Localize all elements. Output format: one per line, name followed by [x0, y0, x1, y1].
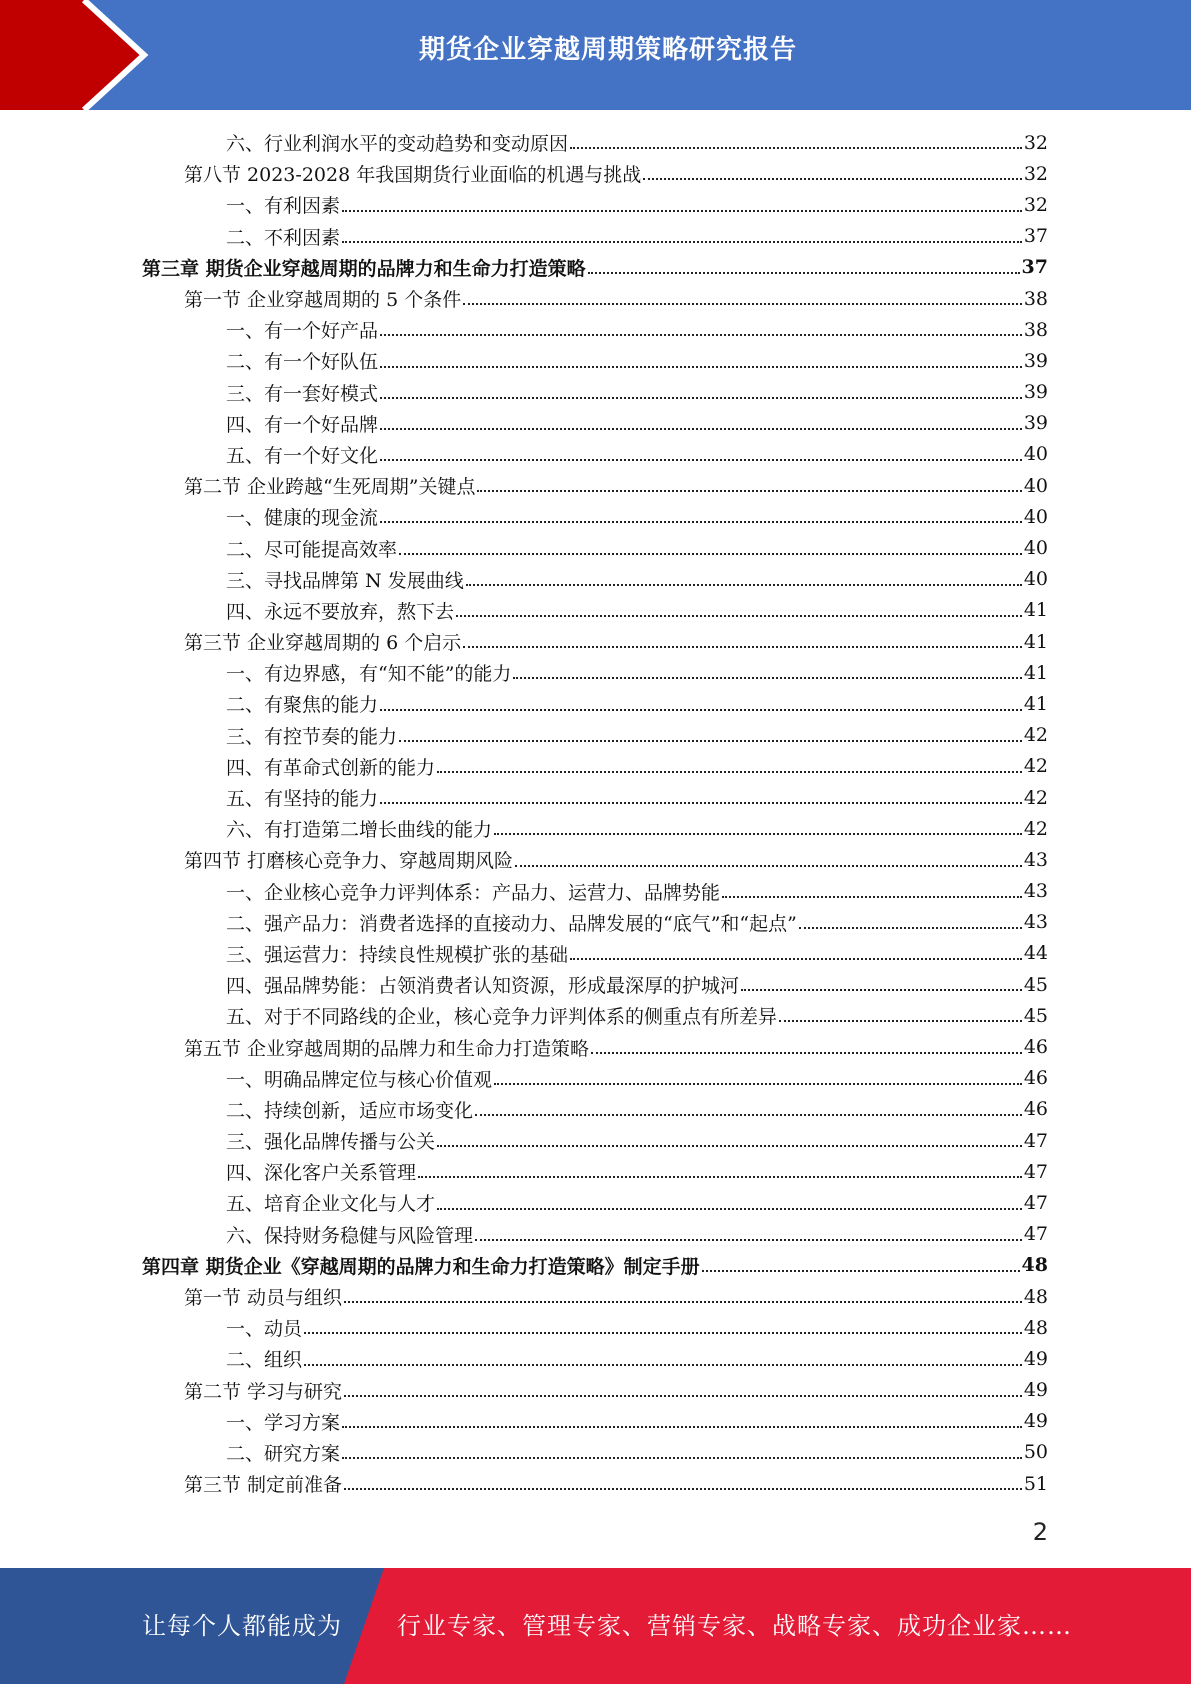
- toc-dot-leader: [463, 645, 1022, 648]
- toc-dot-leader: [380, 365, 1022, 368]
- toc-entry-page: 40: [1023, 568, 1048, 591]
- toc-dot-leader: [437, 1207, 1022, 1210]
- toc-entry-page: 42: [1023, 817, 1048, 840]
- toc-entry[interactable]: [0, 158, 1191, 189]
- toc-dot-leader: [494, 1082, 1022, 1085]
- toc-dot-leader: [463, 302, 1022, 305]
- toc-entry-title: 二、有一个好队伍: [226, 351, 379, 374]
- toc-dot-leader: [475, 1113, 1022, 1116]
- toc-entry[interactable]: [0, 813, 1191, 844]
- toc-entry-page: 43: [1023, 880, 1048, 903]
- toc-dot-leader: [380, 396, 1022, 399]
- toc-entry[interactable]: [0, 439, 1191, 470]
- toc-dot-leader: [380, 333, 1022, 336]
- toc-entry[interactable]: [0, 1468, 1191, 1499]
- toc-entry-title: 二、尽可能提高效率: [226, 538, 398, 561]
- toc-entry-page: 32: [1023, 162, 1048, 185]
- toc-entry-page: 42: [1023, 724, 1048, 747]
- toc-entry-title: 二、研究方案: [226, 1442, 341, 1465]
- toc-entry[interactable]: [0, 751, 1191, 782]
- toc-entry-page: 45: [1023, 973, 1048, 996]
- page-header: [0, 0, 1191, 110]
- toc-dot-leader: [380, 458, 1022, 461]
- toc-dot-leader: [456, 614, 1022, 617]
- toc-entry[interactable]: [0, 221, 1191, 252]
- toc-entry-page: 45: [1023, 1004, 1048, 1027]
- toc-entry-page: 40: [1023, 474, 1048, 497]
- toc-entry-page: 46: [1023, 1098, 1048, 1121]
- toc-entry-page: 39: [1023, 412, 1048, 435]
- toc-entry-page: 43: [1023, 848, 1048, 871]
- toc-entry[interactable]: [0, 938, 1191, 969]
- toc-dot-leader: [643, 177, 1022, 180]
- toc-entry-title: 二、不利因素: [226, 226, 341, 249]
- toc-entry[interactable]: [0, 283, 1191, 314]
- toc-entry[interactable]: [0, 969, 1191, 1000]
- toc-dot-leader: [380, 801, 1022, 804]
- toc-entry-title: 一、有边界感，有“知不能”的能力: [226, 663, 512, 686]
- toc-dot-leader: [494, 832, 1022, 835]
- toc-entry-page: 51: [1023, 1472, 1048, 1495]
- toc-entry-page: 50: [1023, 1441, 1048, 1464]
- toc-entry[interactable]: [0, 564, 1191, 595]
- toc-entry[interactable]: [0, 377, 1191, 408]
- toc-entry-page: 38: [1023, 318, 1048, 341]
- toc-entry[interactable]: [0, 1406, 1191, 1437]
- toc-entry-page: 47: [1023, 1223, 1048, 1246]
- toc-entry-page: 38: [1023, 287, 1048, 310]
- toc-entry-title: 第三节 制定前准备: [184, 1474, 343, 1497]
- toc-dot-leader: [799, 926, 1022, 929]
- toc-entry[interactable]: [0, 1094, 1191, 1125]
- toc-dot-leader: [437, 770, 1022, 773]
- toc-dot-leader: [380, 520, 1022, 523]
- toc-entry-page: 48: [1023, 1316, 1048, 1339]
- toc-dot-leader: [779, 1019, 1022, 1022]
- toc-dot-leader: [418, 1175, 1022, 1178]
- toc-entry[interactable]: [0, 1125, 1191, 1156]
- toc-entry-title: 第五节 企业穿越周期的品牌力和生命力打造策略: [184, 1037, 590, 1060]
- toc-dot-leader: [515, 864, 1022, 867]
- toc-entry[interactable]: [0, 1000, 1191, 1031]
- toc-entry-page: 39: [1023, 349, 1048, 372]
- toc-dot-leader: [344, 1394, 1022, 1397]
- toc-entry-title: 四、永远不要放弃，熬下去: [226, 600, 455, 623]
- toc-dot-leader: [437, 1144, 1022, 1147]
- toc-entry-page: 49: [1023, 1410, 1048, 1433]
- toc-entry-title: 第四章 期货企业《穿越周期的品牌力和生命力打造策略》制定手册: [142, 1255, 700, 1278]
- toc-entry-title: 第一节 动员与组织: [184, 1287, 343, 1310]
- toc-dot-leader: [722, 895, 1022, 898]
- toc-entry-page: 43: [1023, 911, 1048, 934]
- toc-entry-page: 46: [1023, 1036, 1048, 1059]
- toc-entry-page: 42: [1023, 786, 1048, 809]
- toc-entry-title: 五、有坚持的能力: [226, 788, 379, 811]
- toc-entry[interactable]: [0, 1063, 1191, 1094]
- toc-entry[interactable]: [0, 844, 1191, 875]
- toc-dot-leader: [466, 583, 1022, 586]
- toc-entry-page: 37: [1021, 256, 1048, 279]
- toc-entry[interactable]: [0, 1031, 1191, 1062]
- toc-entry-title: 第三章 期货企业穿越周期的品牌力和生命力打造策略: [142, 257, 586, 280]
- toc-dot-leader: [399, 739, 1022, 742]
- toc-dot-leader: [344, 1300, 1022, 1303]
- toc-dot-leader: [570, 146, 1022, 149]
- toc-entry-page: 46: [1023, 1067, 1048, 1090]
- toc-entry-title: 三、有控节奏的能力: [226, 725, 398, 748]
- toc-entry-title: 二、有聚焦的能力: [226, 694, 379, 717]
- toc-dot-leader: [304, 1331, 1022, 1334]
- toc-entry-title: 第二节 学习与研究: [184, 1380, 343, 1403]
- toc-entry[interactable]: [0, 314, 1191, 345]
- toc-entry-page: 49: [1023, 1379, 1048, 1402]
- toc-entry-title: 二、持续创新，适应市场变化: [226, 1099, 474, 1122]
- toc-entry[interactable]: [0, 1375, 1191, 1406]
- toc-entry-title: 一、动员: [226, 1318, 303, 1341]
- toc-entry-page: 40: [1023, 537, 1048, 560]
- toc-dot-leader: [304, 1363, 1022, 1366]
- toc-entry[interactable]: [0, 470, 1191, 501]
- toc-entry[interactable]: [0, 1343, 1191, 1374]
- toc-entry-title: 六、保持财务稳健与风险管理: [226, 1224, 474, 1247]
- toc-entry-title: 第三节 企业穿越周期的 6 个启示: [184, 632, 462, 655]
- toc-dot-leader: [342, 1425, 1022, 1428]
- toc-entry-title: 四、深化客户关系管理: [226, 1162, 417, 1185]
- page-number: 2: [1032, 1518, 1048, 1546]
- toc-entry-title: 四、有一个好品牌: [226, 413, 379, 436]
- toc-entry-title: 四、强品牌势能：占领消费者认知资源，形成最深厚的护城河: [226, 975, 740, 998]
- table-of-contents: [0, 127, 1191, 1499]
- toc-entry-title: 第一节 企业穿越周期的 5 个条件: [184, 289, 462, 312]
- toc-entry-page: 32: [1023, 131, 1048, 154]
- toc-entry[interactable]: [0, 876, 1191, 907]
- toc-entry[interactable]: [0, 688, 1191, 719]
- toc-entry-page: 48: [1021, 1254, 1048, 1277]
- toc-dot-leader: [342, 209, 1022, 212]
- toc-entry-title: 五、对于不同路线的企业，核心竞争力评判体系的侧重点有所差异: [226, 1006, 778, 1029]
- toc-entry-page: 37: [1023, 225, 1048, 248]
- toc-entry-title: 六、有打造第二增长曲线的能力: [226, 819, 493, 842]
- toc-entry-title: 二、强产品力：消费者选择的直接动力、品牌发展的“底气”和“起点”: [226, 912, 797, 935]
- toc-dot-leader: [342, 1456, 1022, 1459]
- toc-entry-title: 三、强运营力：持续良性规模扩张的基础: [226, 943, 569, 966]
- toc-entry[interactable]: [0, 1437, 1191, 1468]
- toc-entry[interactable]: [0, 252, 1191, 283]
- toc-entry-title: 一、健康的现金流: [226, 507, 379, 530]
- toc-entry-title: 三、强化品牌传播与公关: [226, 1131, 436, 1154]
- toc-dot-leader: [344, 1487, 1022, 1490]
- toc-entry[interactable]: [0, 907, 1191, 938]
- toc-dot-leader: [741, 988, 1022, 991]
- toc-entry[interactable]: [0, 1250, 1191, 1281]
- toc-entry-page: 41: [1023, 661, 1048, 684]
- toc-entry[interactable]: [0, 532, 1191, 563]
- toc-entry[interactable]: [0, 501, 1191, 532]
- toc-entry[interactable]: [0, 720, 1191, 751]
- toc-dot-leader: [513, 676, 1021, 679]
- toc-entry-title: 三、有一套好模式: [226, 382, 379, 405]
- toc-entry[interactable]: [0, 1187, 1191, 1218]
- toc-entry[interactable]: [0, 626, 1191, 657]
- toc-entry-title: 一、有利因素: [226, 195, 341, 218]
- toc-dot-leader: [588, 271, 1020, 274]
- toc-entry-page: 48: [1023, 1285, 1048, 1308]
- toc-entry-title: 六、行业利润水平的变动趋势和变动原因: [226, 133, 569, 156]
- footer-slogan-right: 行业专家、管理专家、营销专家、战略专家、成功企业家……: [397, 1612, 1072, 1640]
- toc-entry[interactable]: [0, 1156, 1191, 1187]
- toc-entry-page: 41: [1023, 599, 1048, 622]
- toc-entry-page: 47: [1023, 1160, 1048, 1183]
- toc-entry[interactable]: [0, 408, 1191, 439]
- toc-dot-leader: [477, 489, 1021, 492]
- header-title: 期货企业穿越周期策略研究报告: [418, 35, 797, 65]
- footer-slogan-left: 让每个人都能成为: [142, 1612, 342, 1640]
- toc-entry-title: 二、组织: [226, 1349, 303, 1372]
- toc-entry-page: 32: [1023, 193, 1048, 216]
- toc-entry-title: 一、学习方案: [226, 1411, 341, 1434]
- toc-entry[interactable]: [0, 1219, 1191, 1250]
- toc-dot-leader: [380, 427, 1022, 430]
- toc-entry-page: 39: [1023, 381, 1048, 404]
- toc-entry-page: 40: [1023, 443, 1048, 466]
- toc-entry-title: 一、明确品牌定位与核心价值观: [226, 1068, 493, 1091]
- toc-entry-title: 第二节 企业跨越“生死周期”关键点: [184, 476, 476, 499]
- toc-entry-page: 47: [1023, 1129, 1048, 1152]
- toc-entry-title: 五、有一个好文化: [226, 444, 379, 467]
- toc-entry[interactable]: [0, 1312, 1191, 1343]
- toc-dot-leader: [380, 708, 1022, 711]
- toc-entry-page: 42: [1023, 755, 1048, 778]
- toc-dot-leader: [399, 552, 1022, 555]
- toc-entry[interactable]: [0, 782, 1191, 813]
- page-footer: [0, 1568, 1191, 1684]
- toc-entry[interactable]: [0, 657, 1191, 688]
- toc-dot-leader: [342, 240, 1022, 243]
- toc-entry[interactable]: [0, 345, 1191, 376]
- toc-entry-page: 41: [1023, 692, 1048, 715]
- toc-entry[interactable]: [0, 127, 1191, 158]
- toc-entry-title: 一、企业核心竞争力评判体系：产品力、运营力、品牌势能: [226, 881, 721, 904]
- toc-entry[interactable]: [0, 595, 1191, 626]
- toc-entry-page: 40: [1023, 505, 1048, 528]
- toc-entry-title: 第四节 打磨核心竞争力、穿越周期风险: [184, 850, 514, 873]
- toc-entry-title: 四、有革命式创新的能力: [226, 756, 436, 779]
- toc-entry-title: 一、有一个好产品: [226, 320, 379, 343]
- toc-entry[interactable]: [0, 189, 1191, 220]
- toc-dot-leader: [702, 1269, 1020, 1272]
- toc-dot-leader: [475, 1238, 1022, 1241]
- toc-entry-page: 47: [1023, 1191, 1048, 1214]
- toc-dot-leader: [570, 957, 1022, 960]
- toc-entry-page: 49: [1023, 1347, 1048, 1370]
- toc-entry-title: 三、寻找品牌第 N 发展曲线: [226, 569, 464, 592]
- toc-entry-page: 44: [1023, 942, 1048, 965]
- toc-entry[interactable]: [0, 1281, 1191, 1312]
- toc-entry-title: 五、培育企业文化与人才: [226, 1193, 436, 1216]
- toc-entry-page: 41: [1023, 630, 1048, 653]
- toc-dot-leader: [591, 1051, 1022, 1054]
- toc-entry-title: 第八节 2023-2028 年我国期货行业面临的机遇与挑战: [184, 164, 642, 187]
